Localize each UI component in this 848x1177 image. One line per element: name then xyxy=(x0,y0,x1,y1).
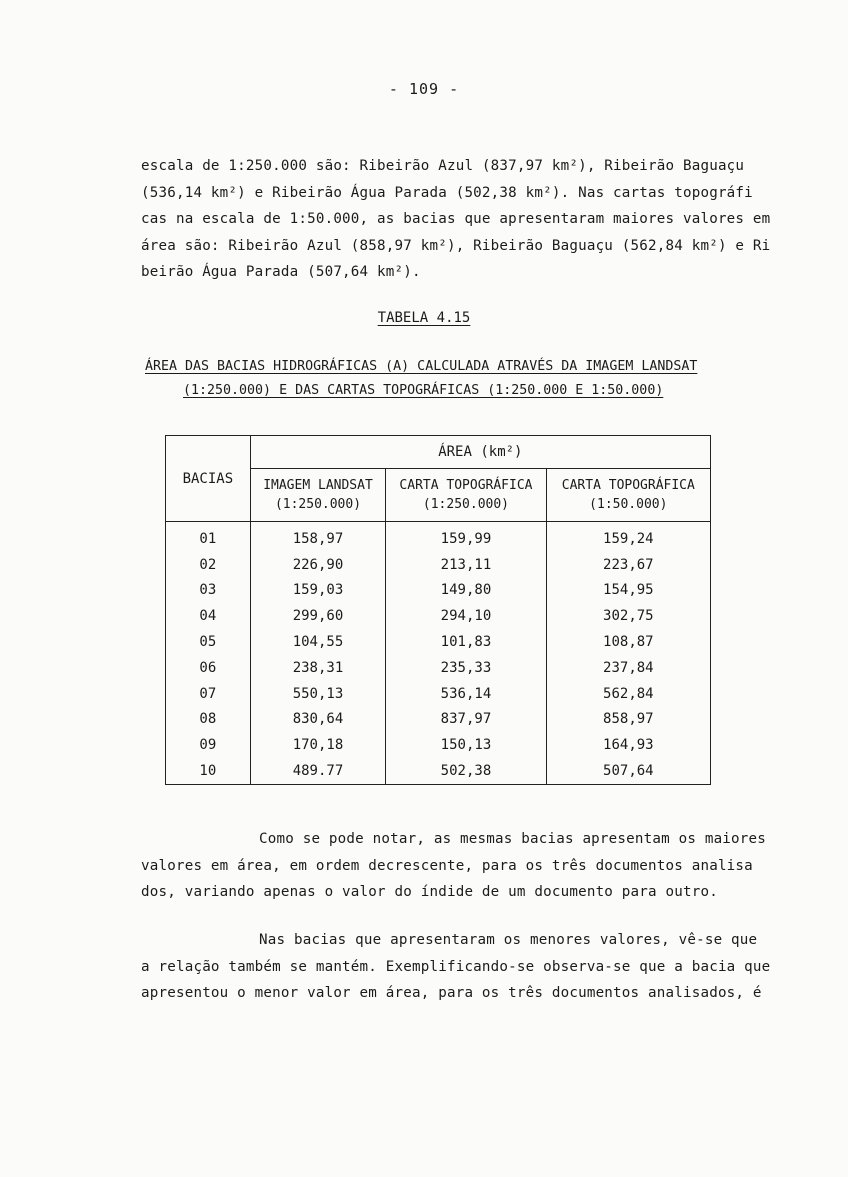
cell-bacia: 07 xyxy=(166,681,251,707)
table-row xyxy=(166,522,711,552)
cell-carta-50000: 108,87 xyxy=(546,629,710,655)
table-caption-line1: ÁREA DAS BACIAS HIDROGRÁFICAS (A) CALCULADA ATRAVÉS DA IMAGEM LANDSAT xyxy=(145,359,698,374)
table-row xyxy=(166,707,711,733)
header-line: (1:50.000) xyxy=(589,497,668,512)
cell-landsat: 104,55 xyxy=(250,629,386,655)
cell-bacia: 01 xyxy=(166,522,251,552)
table-row xyxy=(166,732,711,758)
cell-carta-50000: 223,67 xyxy=(546,552,710,578)
cell-landsat: 159,03 xyxy=(250,578,386,604)
cell-bacia: 05 xyxy=(166,629,251,655)
cell-carta-50000: 507,64 xyxy=(546,758,710,784)
cell-carta-250000: 213,11 xyxy=(386,552,546,578)
header-bacias: BACIAS xyxy=(166,436,251,522)
table-row xyxy=(166,758,711,784)
header-line: CARTA TOPOGRÁFICA xyxy=(561,478,695,493)
page-number: - 109 - xyxy=(388,80,460,98)
cell-bacia: 06 xyxy=(166,655,251,681)
header-carta-50000 xyxy=(546,469,710,522)
header-imagem-landsat xyxy=(250,469,386,522)
cell-carta-250000: 159,99 xyxy=(386,522,546,552)
cell-carta-250000: 150,13 xyxy=(386,732,546,758)
text-line: Como se pode notar, as mesmas bacias apresentam os maiores xyxy=(259,831,767,847)
table-row xyxy=(166,578,711,604)
text-line: dos, variando apenas o valor do índide de um documento para outro. xyxy=(141,884,718,900)
cell-carta-250000: 536,14 xyxy=(386,681,546,707)
text-line: (536,14 km²) e Ribeirão Água Parada (502,38 km²). Nas cartas topográfi xyxy=(141,184,753,201)
cell-carta-250000: 149,80 xyxy=(386,578,546,604)
cell-carta-50000: 164,93 xyxy=(546,732,710,758)
cell-carta-50000: 858,97 xyxy=(546,707,710,733)
paragraph-comparison xyxy=(141,826,767,906)
table-row xyxy=(166,681,711,707)
table-caption xyxy=(145,355,735,403)
table-row xyxy=(166,552,711,578)
cell-landsat: 238,31 xyxy=(250,655,386,681)
header-carta-250000 xyxy=(386,469,546,522)
table-title xyxy=(0,310,848,326)
cell-bacia: 03 xyxy=(166,578,251,604)
cell-carta-250000: 837,97 xyxy=(386,707,546,733)
cell-landsat: 226,90 xyxy=(250,552,386,578)
table-title-text: TABELA 4.15 xyxy=(377,310,471,326)
paragraph-intro xyxy=(141,153,771,286)
header-line: (1:250.000) xyxy=(422,497,509,512)
cell-carta-50000: 237,84 xyxy=(546,655,710,681)
cell-bacia: 08 xyxy=(166,707,251,733)
header-line: (1:250.000) xyxy=(274,497,362,512)
cell-carta-250000: 235,33 xyxy=(386,655,546,681)
cell-bacia: 04 xyxy=(166,603,251,629)
cell-landsat: 489.77 xyxy=(250,758,386,784)
table-row xyxy=(166,603,711,629)
table-row xyxy=(166,655,711,681)
text-line: área são: Ribeirão Azul (858,97 km²), Ribeirão Baguaçu (562,84 km²) e Ri xyxy=(141,237,771,254)
paragraph-smaller-values xyxy=(141,927,771,1007)
text-line: a relação também se mantém. Exemplificando-se observa-se que a bacia que xyxy=(141,958,771,975)
table-caption-line2: (1:250.000) E DAS CARTAS TOPOGRÁFICAS (1:250.000 E 1:50.000) xyxy=(183,383,664,398)
text-line: valores em área, em ordem decrescente, para os três documentos analisa xyxy=(141,857,753,874)
cell-carta-50000: 154,95 xyxy=(546,578,710,604)
cell-carta-50000: 159,24 xyxy=(546,522,710,552)
text-line: Nas bacias que apresentaram os menores valores, vê-se que xyxy=(259,932,758,948)
cell-carta-250000: 101,83 xyxy=(386,629,546,655)
cell-bacia: 02 xyxy=(166,552,251,578)
text-line: beirão Água Parada (507,64 km²). xyxy=(141,264,421,280)
text-line: apresentou o menor valor em área, para os três documentos analisados, é xyxy=(141,985,762,1001)
cell-carta-50000: 302,75 xyxy=(546,603,710,629)
area-table xyxy=(165,435,711,785)
cell-landsat: 550,13 xyxy=(250,681,386,707)
cell-carta-250000: 502,38 xyxy=(386,758,546,784)
cell-carta-50000: 562,84 xyxy=(546,681,710,707)
cell-bacia: 09 xyxy=(166,732,251,758)
text-line: cas na escala de 1:50.000, as bacias que apresentaram maiores valores em xyxy=(141,211,771,227)
table-row xyxy=(166,629,711,655)
cell-landsat: 158,97 xyxy=(250,522,386,552)
header-line: CARTA TOPOGRÁFICA xyxy=(399,478,533,493)
cell-landsat: 830,64 xyxy=(250,707,386,733)
cell-landsat: 170,18 xyxy=(250,732,386,758)
cell-landsat: 299,60 xyxy=(250,603,386,629)
cell-carta-250000: 294,10 xyxy=(386,603,546,629)
text-line: escala de 1:250.000 são: Ribeirão Azul (837,97 km²), Ribeirão Baguaçu xyxy=(141,158,745,174)
header-area: ÁREA (km²) xyxy=(250,436,710,469)
cell-bacia: 10 xyxy=(166,758,251,784)
header-line: IMAGEM LANDSAT xyxy=(263,478,373,493)
